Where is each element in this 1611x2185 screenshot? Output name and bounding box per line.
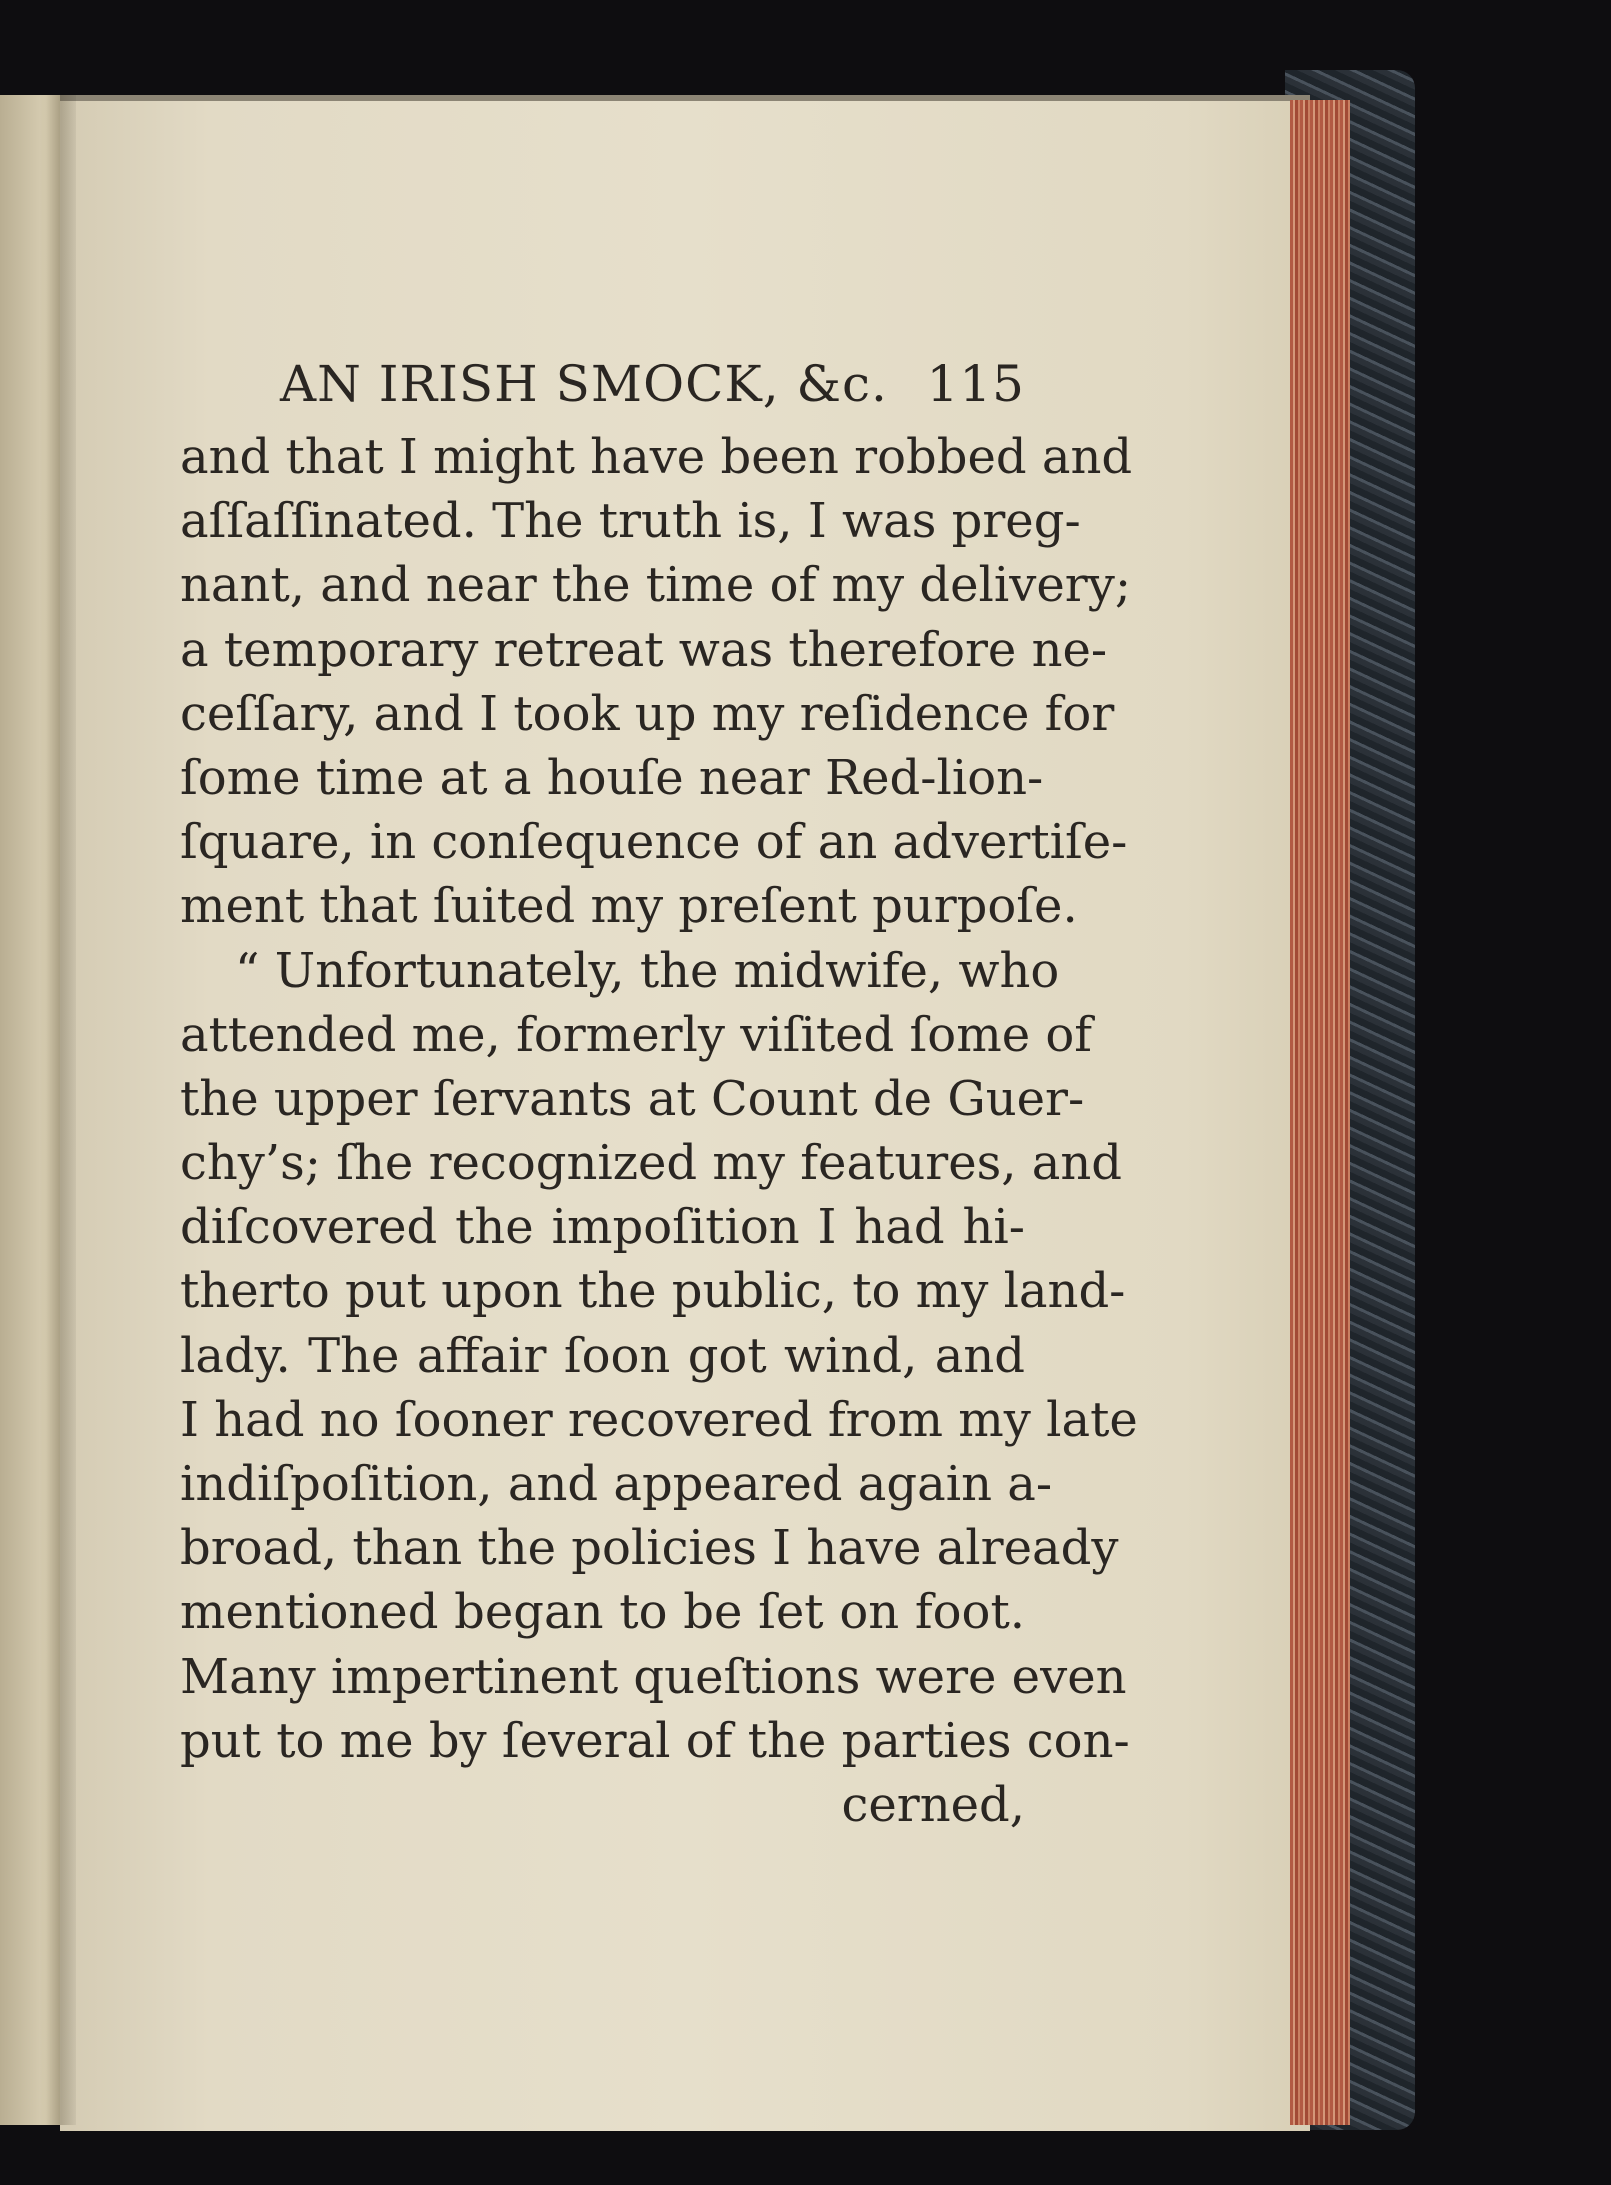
- text-line: ment that ſuited my preſent purpoſe.: [180, 878, 1078, 935]
- running-head: [180, 355, 1025, 425]
- text-line: ſome time at a houſe near Red-lion-: [180, 749, 1044, 806]
- text-line: ceſſary, and I took up my reſidence for: [180, 685, 1115, 742]
- text-line: a temporary retreat was therefore ne-: [180, 621, 1108, 678]
- running-title: AN IRISH SMOCK, &c.: [280, 355, 888, 413]
- text-line: put to me by ſeveral of the parties con-: [180, 1712, 1130, 1769]
- text-line: attended me, formerly viſited ſome of: [180, 1006, 1093, 1063]
- text-line: the upper ſervants at Count de Guer-: [180, 1070, 1085, 1127]
- text-line: chy’s; ſhe recognized my features, and: [180, 1135, 1123, 1192]
- text-line: ſquare, in conſequence of an advertiſe-: [180, 814, 1128, 871]
- page-gutter: [46, 95, 76, 2125]
- page-text: [180, 355, 1138, 1837]
- text-line: I had no ſooner recovered from my late: [180, 1391, 1138, 1448]
- page-number: 115: [926, 355, 1025, 413]
- text-line: “ Unfortunately, the midwife, who: [235, 942, 1060, 999]
- catchword: cerned,: [841, 1776, 1025, 1833]
- text-line: broad, than the policies I have already: [180, 1520, 1119, 1577]
- red-page-edges: [1290, 100, 1350, 2125]
- text-line: indiſpoſition, and appeared again a-: [180, 1456, 1053, 1512]
- text-line: nant, and near the time of my delivery;: [180, 557, 1131, 614]
- text-line: diſcovered the impoſition I had hi-: [180, 1199, 1025, 1256]
- text-line: aſſaſſinated. The truth is, I was preg-: [180, 493, 1081, 550]
- text-line: lady. The affair ſoon got wind, and: [180, 1327, 1025, 1384]
- text-line: and that I might have been robbed and: [180, 429, 1133, 485]
- text-line: mentioned began to be ſet on foot.: [180, 1584, 1025, 1641]
- body-text: [180, 425, 1138, 1773]
- text-line: Many impertinent queſtions were even: [180, 1648, 1127, 1705]
- text-line: therto put upon the public, to my land-: [180, 1263, 1126, 1320]
